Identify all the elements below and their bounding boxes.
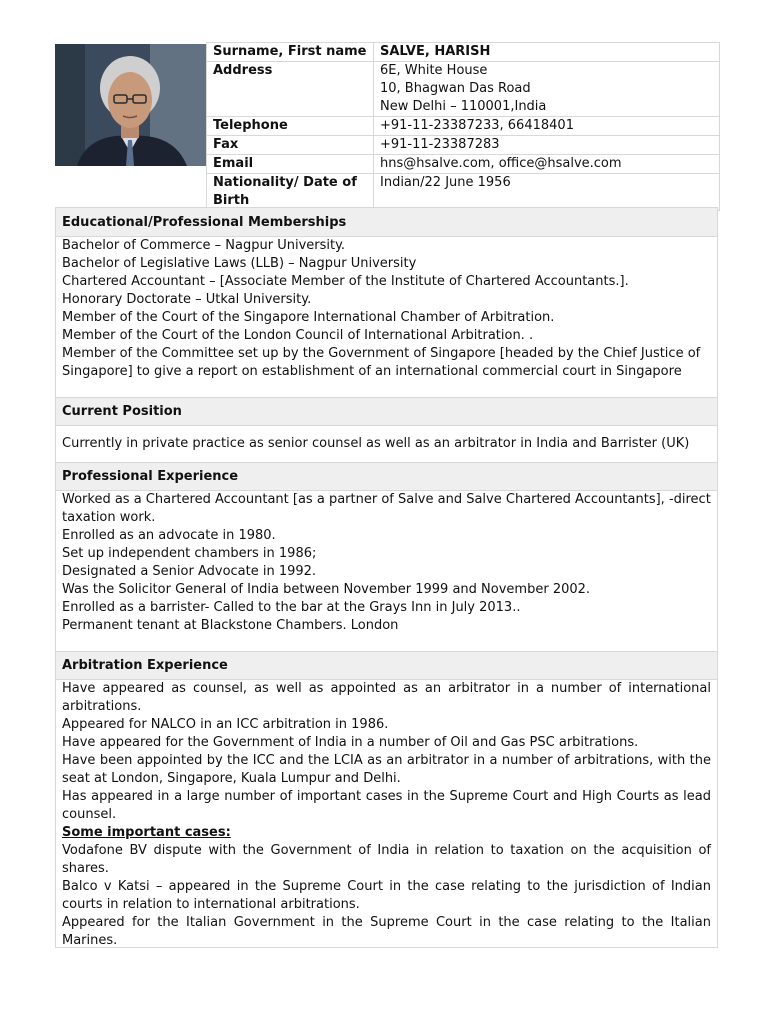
name-label: Surname, First name bbox=[207, 43, 374, 62]
list-item: Permanent tenant at Blackstone Chambers. London bbox=[62, 618, 399, 633]
list-item: Have been appointed by the ICC and the LCIA as an arbitrator in a number of arbitrations, with the seat at London, Singapore, Kuala Lumpur and Delhi. bbox=[62, 753, 711, 786]
address-label: Address bbox=[207, 62, 374, 117]
cases-subheading: Some important cases: bbox=[62, 825, 231, 840]
email-label: Email bbox=[207, 155, 374, 174]
list-item: Bachelor of Legislative Laws (LLB) – Nagpur University bbox=[62, 256, 417, 271]
email-value: hns@hsalve.com, office@hsalve.com bbox=[374, 155, 720, 174]
list-item: Member of the Court of the London Council of International Arbitration. . bbox=[62, 328, 534, 343]
address-value bbox=[374, 62, 720, 117]
professional-experience-heading: Professional Experience bbox=[56, 463, 717, 491]
nationality-dob-value: Indian/22 June 1956 bbox=[374, 174, 720, 211]
current-position-heading: Current Position bbox=[56, 398, 717, 426]
nationality-dob-label: Nationality/ Date of Birth bbox=[207, 174, 374, 211]
fax-label: Fax bbox=[207, 136, 374, 155]
list-item: Vodafone BV dispute with the Government of India in relation to taxation on the acquisition of shares. bbox=[62, 843, 711, 876]
list-item: Have appeared as counsel, as well as appointed as an arbitrator in a number of international arbitrations. bbox=[62, 681, 711, 714]
list-item: Was the Solicitor General of India between November 1999 and November 2002. bbox=[62, 582, 591, 597]
list-item: Has appeared in a large number of important cases in the Supreme Court and High Courts as lead counsel. bbox=[62, 789, 711, 822]
list-item: Member of the Court of the Singapore International Chamber of Arbitration. bbox=[62, 310, 555, 325]
professional-experience-section bbox=[55, 462, 718, 652]
portrait-image bbox=[55, 44, 206, 166]
list-item: Chartered Accountant – [Associate Member of the Institute of Chartered Accountants.]. bbox=[62, 274, 629, 289]
profile-photo bbox=[55, 44, 206, 166]
list-item: Designated a Senior Advocate in 1992. bbox=[62, 564, 317, 579]
arbitration-experience-body bbox=[56, 680, 717, 948]
address-line: 6E, White House bbox=[380, 63, 488, 78]
fax-value: +91-11-23387283 bbox=[374, 136, 720, 155]
memberships-body bbox=[56, 237, 717, 398]
list-item: Appeared for the Italian Government in the Supreme Court in the case relating to the Italian Marines. bbox=[62, 915, 711, 948]
address-line: 10, Bhagwan Das Road bbox=[380, 81, 531, 96]
list-item: Appeared for NALCO in an ICC arbitration in 1986. bbox=[62, 717, 389, 732]
name-value: SALVE, HARISH bbox=[374, 43, 720, 62]
telephone-label: Telephone bbox=[207, 117, 374, 136]
address-line: New Delhi – 110001,India bbox=[380, 99, 547, 114]
list-item: Currently in private practice as senior counsel as well as an arbitrator in India and Barrister (UK) bbox=[62, 436, 690, 451]
list-item: Bachelor of Commerce – Nagpur University. bbox=[62, 238, 346, 253]
table-row bbox=[207, 155, 720, 174]
telephone-value: +91-11-23387233, 66418401 bbox=[374, 117, 720, 136]
table-row bbox=[207, 62, 720, 117]
list-item: Enrolled as a barrister- Called to the bar at the Grays Inn in July 2013.. bbox=[62, 600, 521, 615]
arbitration-experience-section bbox=[55, 651, 718, 948]
current-position-section bbox=[55, 397, 718, 463]
table-row bbox=[207, 117, 720, 136]
personal-details-table bbox=[206, 42, 720, 211]
list-item: Balco v Katsi – appeared in the Supreme Court in the case relating to the jurisdiction of Indian courts in relation to international arbitrations. bbox=[62, 879, 711, 912]
table-row bbox=[207, 43, 720, 62]
arbitration-experience-heading: Arbitration Experience bbox=[56, 652, 717, 680]
table-row bbox=[207, 174, 720, 211]
professional-experience-body bbox=[56, 491, 717, 652]
memberships-heading: Educational/Professional Memberships bbox=[56, 208, 717, 237]
list-item: Have appeared for the Government of India in a number of Oil and Gas PSC arbitrations. bbox=[62, 735, 639, 750]
list-item: Member of the Committee set up by the Government of Singapore [headed by the Chief Justice of Singapore] to give a report on establishment of an international commercial court in Singapore bbox=[62, 346, 701, 379]
table-row bbox=[207, 136, 720, 155]
list-item: Worked as a Chartered Accountant [as a partner of Salve and Salve Chartered Accountants], -direct taxation work. bbox=[62, 492, 711, 525]
list-item: Enrolled as an advocate in 1980. bbox=[62, 528, 276, 543]
list-item: Set up independent chambers in 1986; bbox=[62, 546, 317, 561]
current-position-body bbox=[56, 426, 717, 463]
list-item: Honorary Doctorate – Utkal University. bbox=[62, 292, 312, 307]
memberships-section bbox=[55, 207, 718, 398]
